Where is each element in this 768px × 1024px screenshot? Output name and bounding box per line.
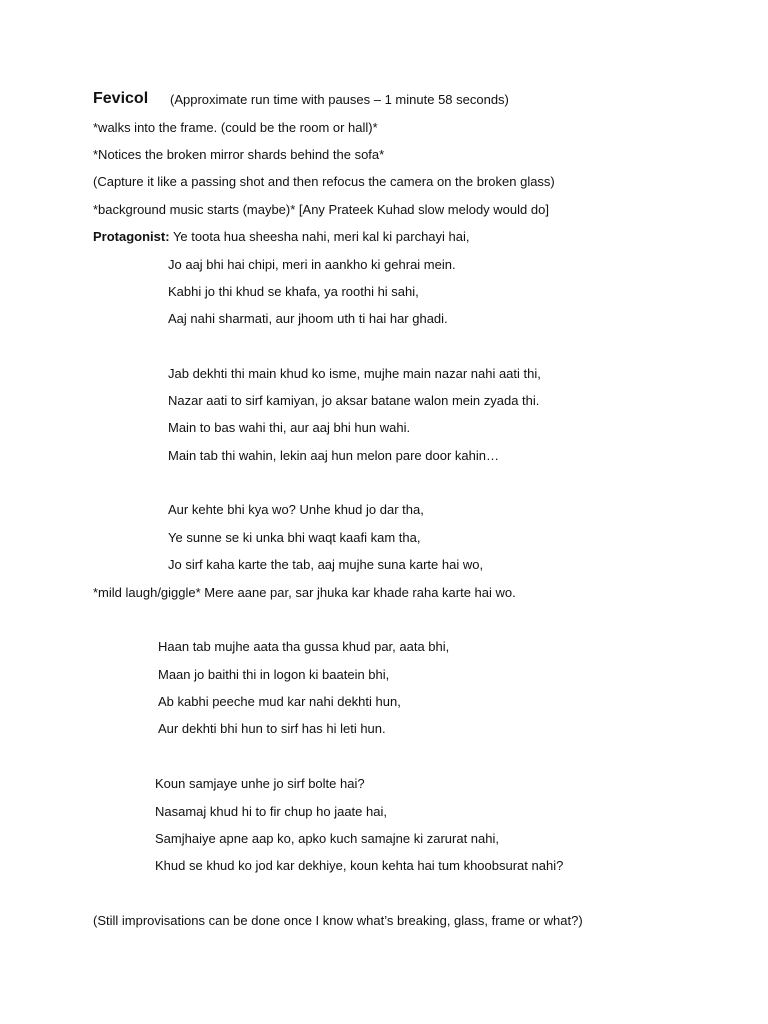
verse-line: Aur kehte bhi kya wo? Unhe khud jo dar tha,	[168, 502, 424, 517]
stage-direction: *Notices the broken mirror shards behind the sofa*	[93, 147, 385, 162]
stage-direction: *walks into the frame. (could be the room or hall)*	[93, 120, 378, 135]
verse-line: Samjhaiye apne aap ko, apko kuch samajne ki zarurat nahi,	[155, 831, 499, 846]
verse-line: Jab dekhti thi main khud ko isme, mujhe main nazar nahi aati thi,	[168, 366, 541, 381]
verse-line: Ye toota hua sheesha nahi, meri kal ki parchayi hai,	[172, 229, 470, 244]
verse-line: Aaj nahi sharmati, aur jhoom uth ti hai har ghadi.	[168, 311, 448, 326]
verse-line: Koun samjaye unhe jo sirf bolte hai?	[155, 776, 365, 791]
closing-note: (Still improvisations can be done once I know what’s breaking, glass, frame or what?)	[93, 913, 583, 928]
verse-line: Haan tab mujhe aata tha gussa khud par, aata bhi,	[158, 639, 450, 654]
protagonist-line	[93, 229, 470, 245]
verse-line: Ab kabhi peeche mud kar nahi dekhti hun,	[158, 694, 401, 709]
protagonist-label: Protagonist:	[93, 229, 170, 244]
verse-line: Jo sirf kaha karte the tab, aaj mujhe suna karte hai wo,	[168, 557, 484, 572]
verse-line: Main to bas wahi thi, aur aaj bhi hun wahi.	[168, 420, 411, 435]
verse-line: Main tab thi wahin, lekin aaj hun melon pare door kahin…	[168, 448, 499, 463]
stage-direction: (Capture it like a passing shot and then refocus the camera on the broken glass)	[93, 174, 555, 189]
laugh-direction-line: *mild laugh/giggle* Mere aane par, sar jhuka kar khade raha karte hai wo.	[93, 585, 516, 600]
verse-line: Jo aaj bhi hai chipi, meri in aankho ki gehrai mein.	[168, 257, 456, 272]
verse-line: Ye sunne se ki unka bhi waqt kaafi kam tha,	[168, 530, 421, 545]
stage-direction: *background music starts (maybe)* [Any Prateek Kuhad slow melody would do]	[93, 202, 549, 217]
document-title: Fevicol	[93, 90, 149, 107]
verse-line: Maan jo baithi thi in logon ki baatein bhi,	[158, 667, 390, 682]
verse-line: Nazar aati to sirf kamiyan, jo aksar batane walon mein zyada thi.	[168, 393, 540, 408]
verse-line: Kabhi jo thi khud se khafa, ya roothi hi sahi,	[168, 284, 419, 299]
verse-line: Aur dekhti bhi hun to sirf has hi leti hun.	[158, 721, 386, 736]
verse-line: Nasamaj khud hi to fir chup ho jaate hai,	[155, 804, 387, 819]
run-time-note: (Approximate run time with pauses – 1 minute 58 seconds)	[170, 92, 509, 107]
verse-line: Khud se khud ko jod kar dekhiye, koun kehta hai tum khoobsurat nahi?	[155, 858, 564, 873]
